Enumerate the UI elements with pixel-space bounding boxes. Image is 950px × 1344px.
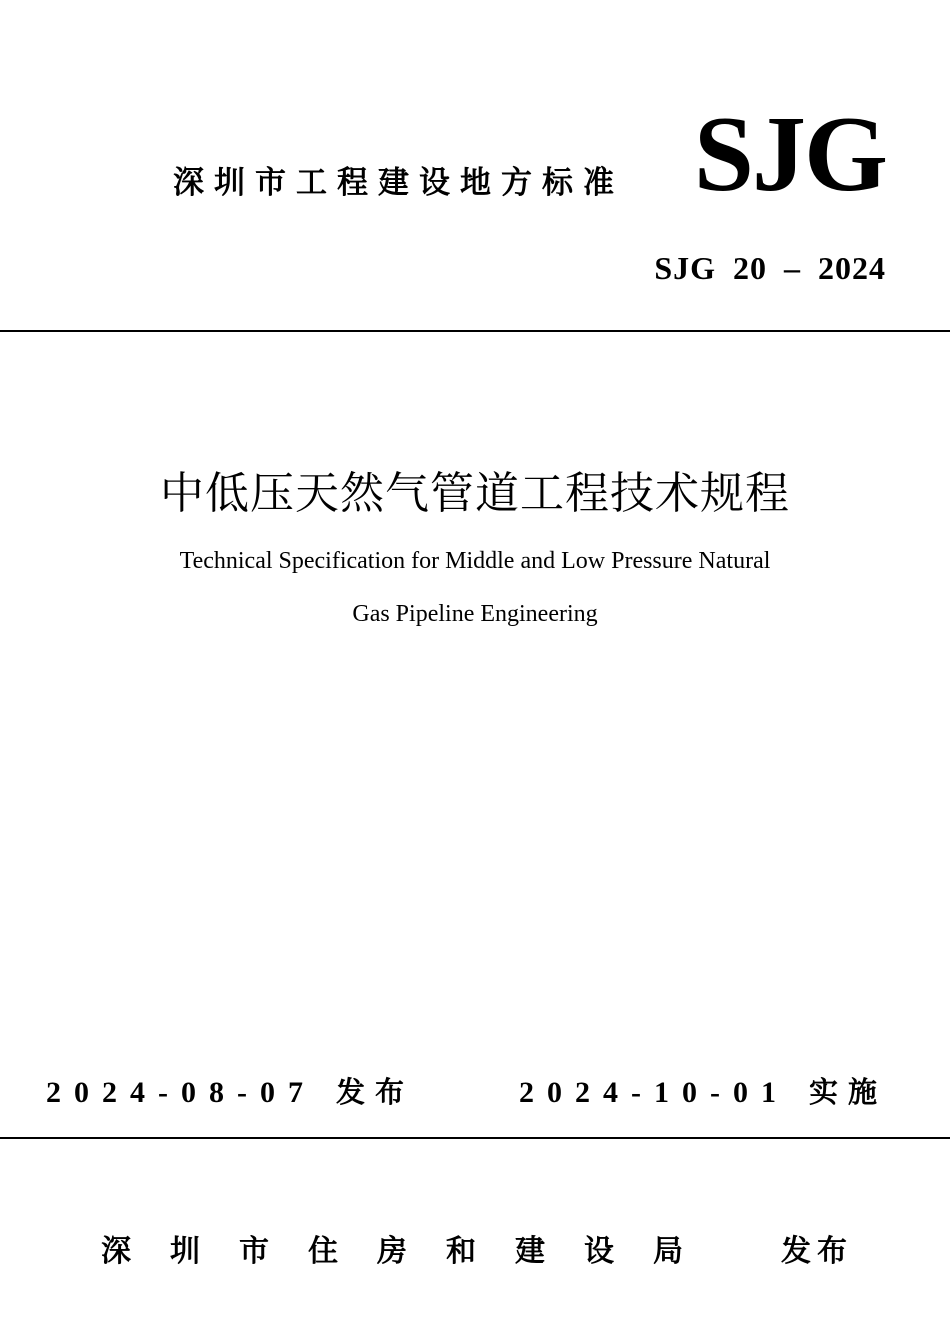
effective-label: 实施: [808, 1075, 887, 1109]
sjg-logo: SJG: [693, 95, 886, 214]
document-title-english-line1: Technical Specification for Middle and Low Pressure Natural: [179, 548, 771, 574]
effective-date: 2024-10-01: [519, 1076, 789, 1109]
document-title-chinese: 中低压天然气管道工程技术规程: [160, 468, 790, 519]
issue-date: 2024-08-07: [46, 1076, 316, 1109]
standard-number: SJG 20 – 2024: [654, 250, 886, 286]
publish-label: 发布: [781, 1234, 853, 1269]
effective-date-block: [519, 1072, 887, 1113]
document-title-english-line2: Gas Pipeline Engineering: [352, 601, 598, 627]
standard-category: 深圳市工程建设地方标准: [173, 165, 624, 201]
issue-label: 发布: [335, 1075, 414, 1109]
top-divider: [0, 330, 950, 332]
publisher-name: 深圳市住房和建设局: [101, 1234, 722, 1269]
bottom-divider: [0, 1137, 950, 1139]
issue-date-block: [46, 1072, 414, 1113]
